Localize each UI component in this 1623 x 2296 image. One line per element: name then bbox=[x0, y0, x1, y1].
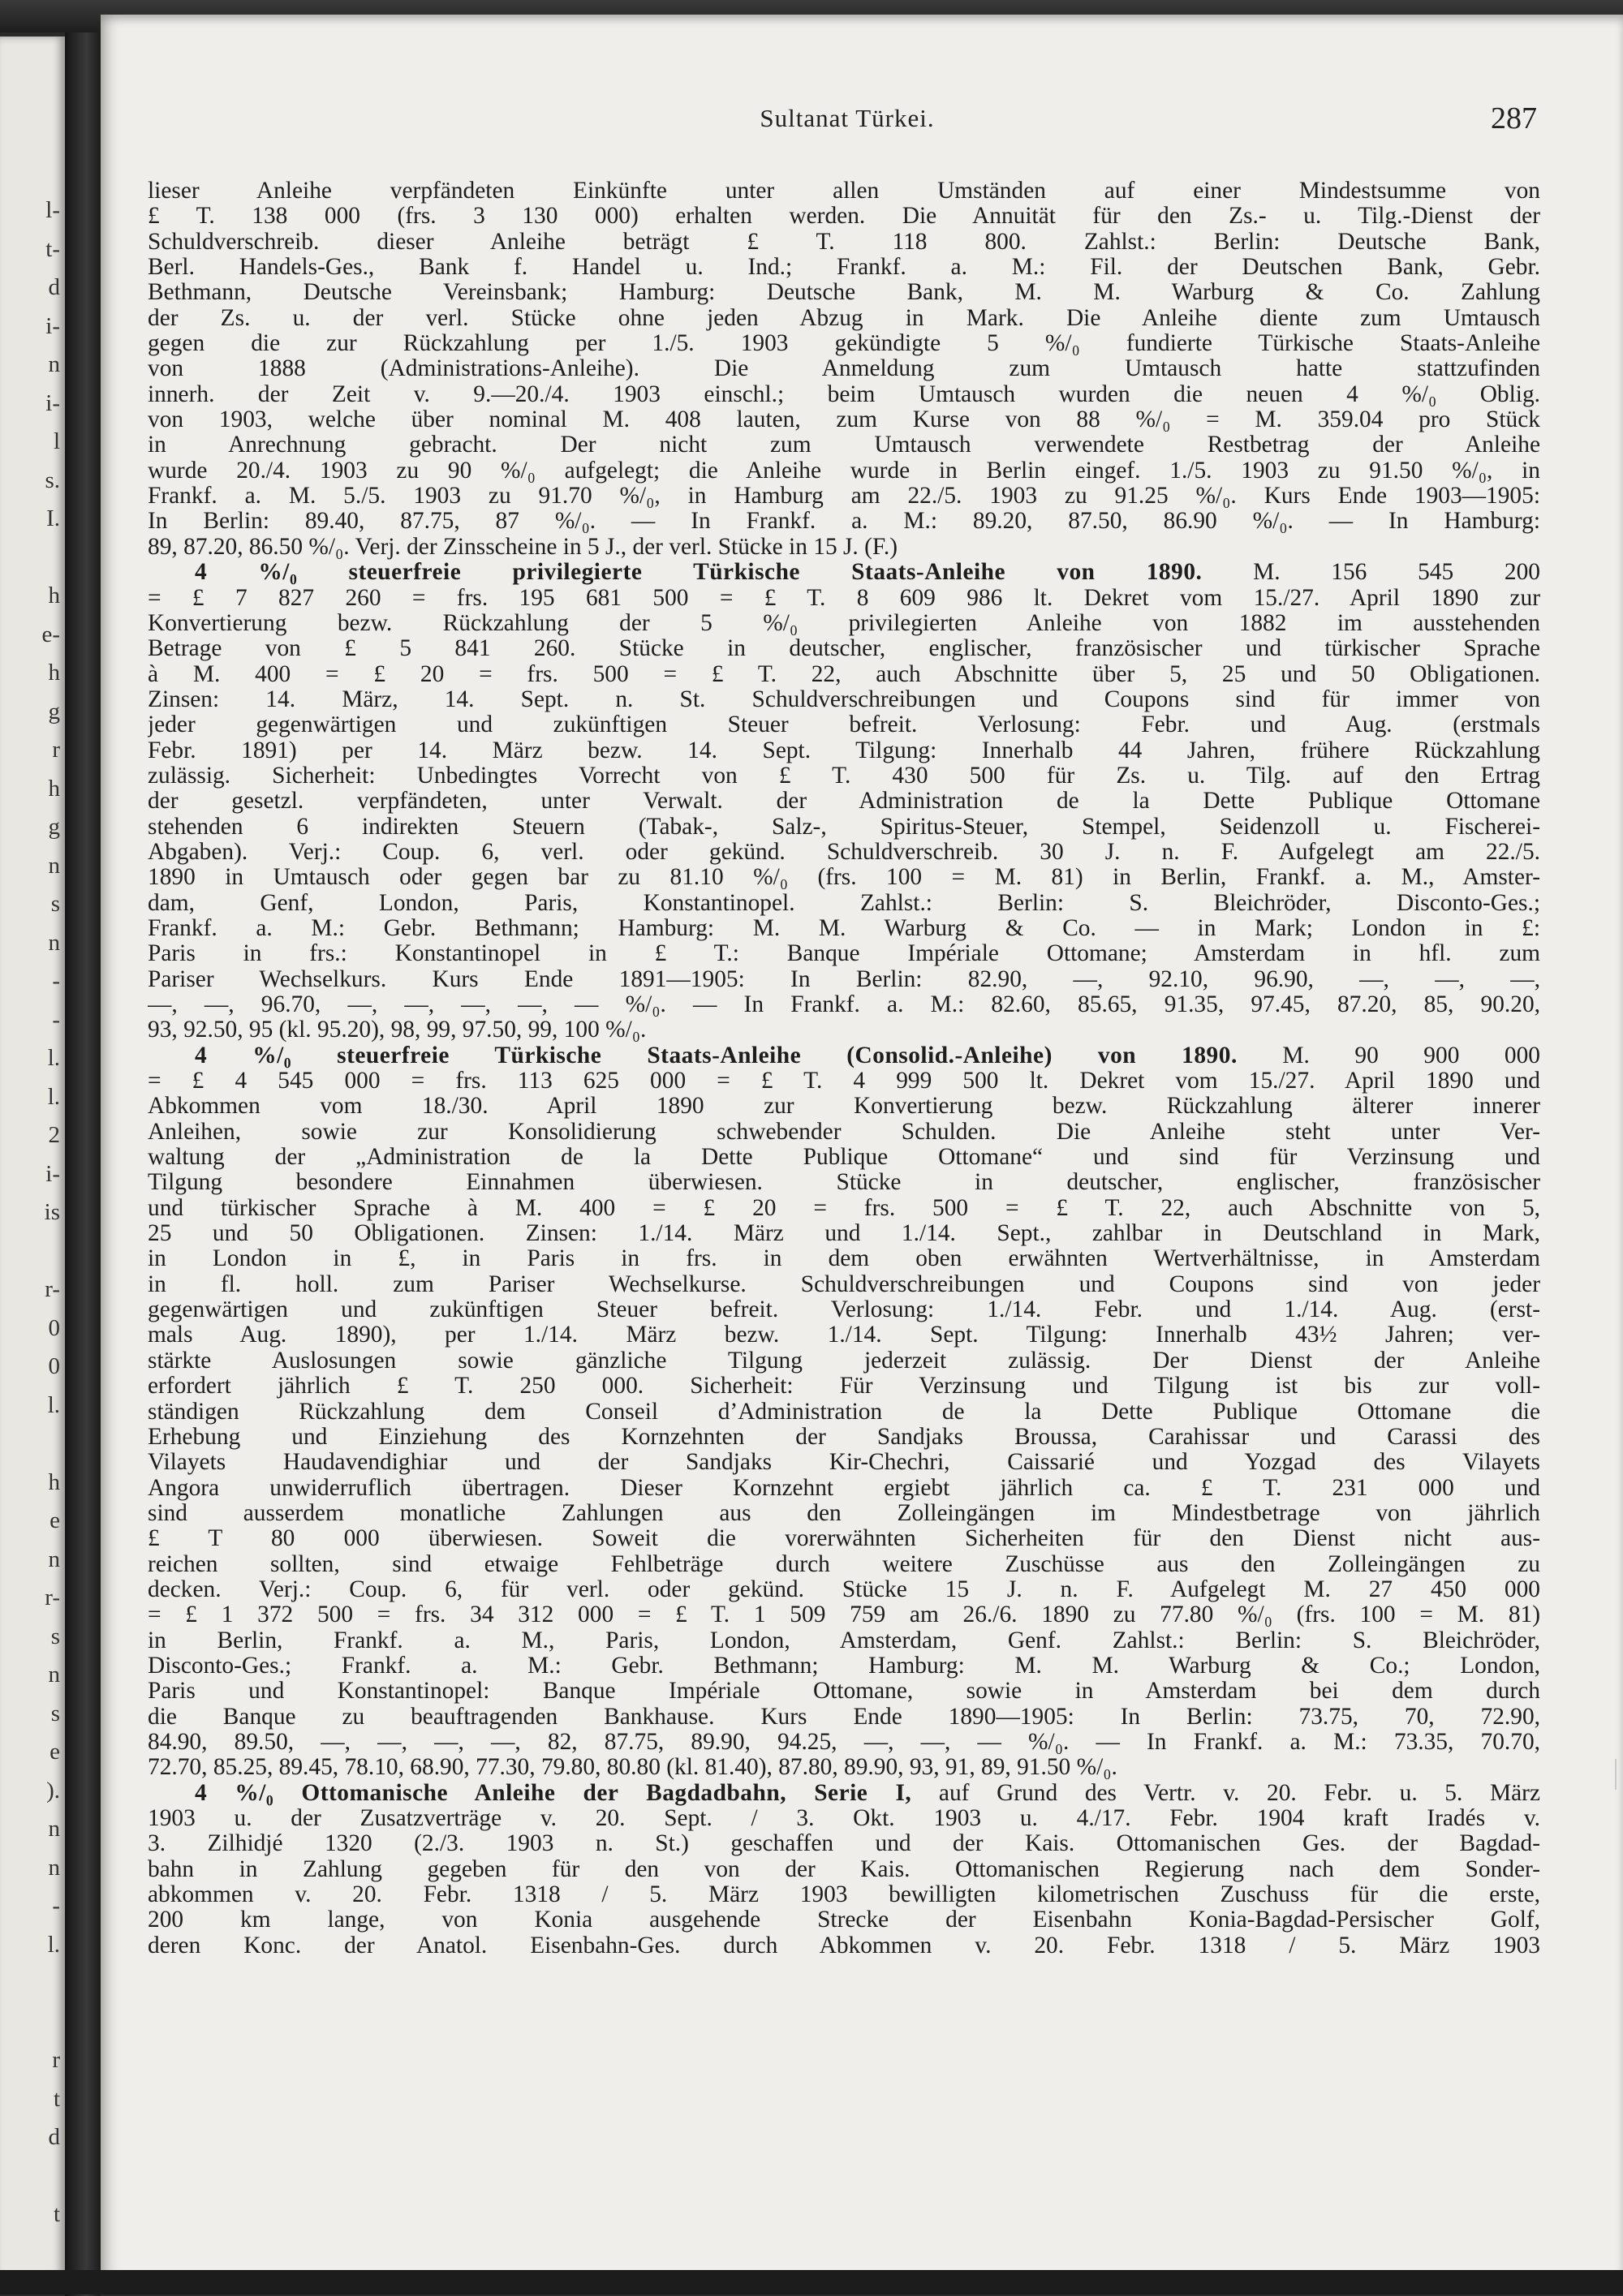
margin-fragment: s bbox=[50, 1623, 60, 1649]
line-text: £ T. 138 000 (frs. 3 130 000) erhalten werden. Die Annuität für den Zs.- u. Tilg.-Dienst der bbox=[148, 204, 1540, 230]
margin-fragment: n bbox=[48, 351, 60, 377]
text-line bbox=[148, 535, 1540, 560]
margin-fragment: d bbox=[48, 274, 60, 300]
text-line bbox=[148, 407, 1540, 432]
text-line bbox=[148, 1653, 1540, 1679]
text-line bbox=[148, 1501, 1540, 1526]
line-text: und türkischer Sprache à M. 400 = £ 20 = frs. 500 = £ T. 22, auch Abschnitte von 5, bbox=[148, 1195, 1540, 1221]
text-line bbox=[148, 1476, 1540, 1501]
margin-fragment: l bbox=[53, 428, 60, 454]
text-line bbox=[148, 1730, 1540, 1755]
text-line bbox=[148, 1526, 1540, 1551]
margin-fragment: I. bbox=[46, 505, 60, 531]
text-line bbox=[148, 1781, 1540, 1806]
text-line bbox=[148, 1450, 1540, 1475]
margin-fragment: t bbox=[53, 2201, 60, 2227]
line-text: in London in £, in Paris in frs. in dem oben erwähnten Wertverhältnisse, in Amsterdam bbox=[148, 1246, 1540, 1272]
margin-fragment: e- bbox=[41, 621, 60, 647]
text-line bbox=[148, 255, 1540, 280]
line-text: stärkte Auslosungen sowie gänzliche Tilgung jederzeit zulässig. Der Dienst der Anleihe bbox=[148, 1348, 1540, 1374]
text-line bbox=[148, 636, 1540, 661]
line-text: 72.70, 85.25, 89.45, 78.10, 68.90, 77.30, 79.80, 80.80 (kl. 81.40), 87.80, 89.90, 93, 91, 89, 91.50 %/₀. bbox=[148, 1755, 1117, 1781]
text-line bbox=[148, 1246, 1540, 1271]
text-line bbox=[148, 484, 1540, 509]
line-text: Pariser Wechselkurs. Kurs Ende 1891—1905: In Berlin: 82.90, —, 92.10, 96.90, —, —, —, bbox=[148, 966, 1540, 992]
line-text: Vilayets Haudavendighiar und der Sandjaks Kir-Chechri, Caissarié und Yozgad des Vilayets bbox=[148, 1450, 1540, 1476]
text-line bbox=[148, 560, 1540, 585]
line-text: deren Konc. der Anatol. Eisenbahn-Ges. durch Abkommen v. 20. Febr. 1318 / 5. März 1903 bbox=[148, 1933, 1540, 1958]
text-line bbox=[148, 1170, 1540, 1195]
line-text: von 1888 (Administrations-Anleihe). Die Anmeldung zum Umtausch hatte stattzufinden bbox=[148, 356, 1540, 382]
section-heading: 4 %/₀ steuerfreie privilegierte Türkische Staats-Anleihe von 1890. bbox=[195, 560, 1203, 586]
line-text: stehenden 6 indirekten Steuern (Tabak-, Salz-, Spiritus-Steuer, Stempel, Seidenzoll u. Fischerei- bbox=[148, 814, 1540, 840]
text-line bbox=[148, 1907, 1540, 1933]
running-title: Sultanat Türkei. bbox=[760, 104, 935, 132]
line-text: 89, 87.20, 86.50 %/₀. Verj. der Zinsscheine in 5 J., der verl. Stücke in 15 J. (F.) bbox=[148, 534, 898, 560]
margin-fragment: n bbox=[48, 929, 60, 956]
line-text: sind ausserdem monatliche Zahlungen aus den Zolleingängen im Mindestbetrage von jährlich bbox=[148, 1500, 1540, 1526]
line-text: in Anrechnung gebracht. Der nicht zum Umtausch verwendete Restbetrag der Anleihe bbox=[148, 432, 1540, 458]
line-text: = £ 1 372 500 = frs. 34 312 000 = £ T. 1 509 759 am 26./6. 1890 zu 77.80 %/₀ (frs. 100 = M. 81) bbox=[148, 1602, 1540, 1628]
margin-fragment: r- bbox=[45, 1276, 60, 1302]
margin-fragment: - bbox=[52, 968, 60, 994]
margin-fragment: l- bbox=[45, 197, 60, 223]
text-line bbox=[148, 382, 1540, 407]
text-line bbox=[148, 1043, 1540, 1068]
text-line bbox=[148, 712, 1540, 737]
line-text: erfordert jährlich £ T. 250 000. Sicherheit: Für Verzinsung und Tilgung ist bis zur voll- bbox=[148, 1374, 1540, 1400]
margin-fragment: - bbox=[52, 1006, 60, 1033]
margin-fragment: t bbox=[53, 2085, 60, 2112]
text-line bbox=[148, 458, 1540, 484]
line-text: bahn in Zahlung gegeben für den von der Kais. Ottomanischen Regierung nach dem Sonder- bbox=[148, 1856, 1540, 1882]
margin-fragment: - bbox=[52, 1893, 60, 1919]
margin-fragment: s bbox=[50, 1700, 60, 1726]
text-line bbox=[148, 815, 1540, 840]
book-gutter bbox=[65, 32, 101, 2296]
text-line bbox=[148, 1017, 1540, 1043]
line-text: = £ 7 827 260 = frs. 195 681 500 = £ T. 8 609 986 lt. Dekret vom 15./27. April 1890 zur bbox=[148, 585, 1540, 611]
text-line bbox=[148, 1120, 1540, 1145]
line-text: 3. Zilhidjé 1320 (2./3. 1903 n. St.) geschaffen und der Kais. Ottomanischen Ges. der Bagdad- bbox=[148, 1831, 1540, 1857]
text-line bbox=[148, 1806, 1540, 1831]
text-line bbox=[148, 992, 1540, 1017]
margin-fragment: n bbox=[48, 1816, 60, 1842]
text-line bbox=[148, 1602, 1540, 1627]
line-text: gegen die zur Rückzahlung per 1./5. 1903 gekündigte 5 %/₀ fundierte Türkische Staats-Anleihe bbox=[148, 331, 1540, 357]
text-line bbox=[148, 1068, 1540, 1094]
text-line bbox=[148, 738, 1540, 763]
page-header bbox=[149, 101, 1545, 153]
text-line bbox=[148, 306, 1540, 331]
line-text: Febr. 1891) per 14. März bezw. 14. Sept. Tilgung: Innerhalb 44 Jahren, frühere Rückzahlung bbox=[148, 737, 1540, 763]
text-line bbox=[148, 789, 1540, 814]
line-text: à M. 400 = £ 20 = frs. 500 = £ T. 22, auch Abschnitte über 5, 25 und 50 Obligationen. bbox=[148, 661, 1540, 687]
text-line bbox=[148, 1094, 1540, 1119]
text-line bbox=[148, 432, 1540, 458]
margin-fragment: d bbox=[48, 2124, 60, 2150]
line-text: 84.90, 89.50, —, —, —, —, 82, 87.75, 89.90, 94.25, —, —, — %/₀. — In Frankf. a. M.: 73.35, 70.70, bbox=[148, 1729, 1540, 1755]
text-line bbox=[148, 230, 1540, 255]
text-line bbox=[148, 178, 1540, 204]
text-line bbox=[148, 586, 1540, 611]
line-text: wurde 20./4. 1903 zu 90 %/₀ aufgelegt; die Anleihe wurde in Berlin eingef. 1./5. 1903 zu 91.50 %/₀, in bbox=[148, 458, 1540, 484]
margin-fragment: e bbox=[50, 1507, 60, 1533]
margin-fragment: 0 bbox=[48, 1353, 60, 1379]
text-line bbox=[148, 611, 1540, 636]
margin-fragment: l. bbox=[47, 1083, 60, 1110]
margin-fragment: n bbox=[48, 1854, 60, 1881]
line-text: dam, Genf, London, Paris, Konstantinopel. Zahlst.: Berlin: S. Bleichröder, Disconto-Ges.; bbox=[148, 890, 1540, 916]
line-text: Angora unwiderruflich übertragen. Dieser Kornzehnt ergiebt jährlich ca. £ T. 231 000 und bbox=[148, 1475, 1540, 1501]
line-text: Konvertierung bezw. Rückzahlung der 5 %/₀ privilegierten Anleihe von 1882 im ausstehenden bbox=[148, 610, 1540, 636]
margin-fragment: h bbox=[48, 583, 60, 608]
line-text: Schuldverschreib. dieser Anleihe beträgt £ T. 118 800. Zahlst.: Berlin: Deutsche Bank, bbox=[148, 229, 1540, 255]
text-line bbox=[148, 204, 1540, 229]
text-line bbox=[148, 1628, 1540, 1653]
margin-fragment: ). bbox=[46, 1777, 60, 1804]
line-text: ständigen Rückzahlung dem Conseil d’Administration de la Dette Publique Ottomane die bbox=[148, 1399, 1540, 1425]
line-text: auf Grund des Vertr. v. 20. Febr. u. 5. März bbox=[911, 1780, 1540, 1806]
margin-fragment: n bbox=[48, 852, 60, 879]
text-line bbox=[148, 1221, 1540, 1246]
line-text: Bethmann, Deutsche Vereinsbank; Hamburg: Deutsche Bank, M. M. Warburg & Co. Zahlung bbox=[148, 280, 1540, 306]
line-text: £ T 80 000 überwiesen. Soweit die vorerwähnten Sicherheiten für den Dienst nicht aus- bbox=[148, 1526, 1540, 1552]
line-text: innerh. der Zeit v. 9.—20./4. 1903 einschl.; beim Umtausch wurden die neuen 4 %/₀ Oblig. bbox=[148, 381, 1540, 407]
text-line bbox=[148, 1552, 1540, 1577]
line-text: 1903 u. der Zusatzverträge v. 20. Sept. / 3. Okt. 1903 u. 4./17. Febr. 1904 kraft Iradés v. bbox=[148, 1806, 1540, 1831]
text-line bbox=[148, 1933, 1540, 1958]
text-line bbox=[148, 1348, 1540, 1374]
margin-fragment: l. bbox=[47, 1045, 60, 1071]
text-line bbox=[148, 1322, 1540, 1348]
margin-fragment: n bbox=[48, 1546, 60, 1572]
margin-fragment: is bbox=[44, 1199, 60, 1225]
text-line bbox=[148, 1857, 1540, 1882]
body-text bbox=[148, 178, 1540, 1958]
margin-fragment: h bbox=[48, 1468, 60, 1495]
line-text: = £ 4 545 000 = frs. 113 625 000 = £ T. 4 999 500 lt. Dekret vom 15./27. April 1890 und bbox=[148, 1068, 1540, 1094]
margin-fragment: h bbox=[48, 660, 60, 686]
line-text: Zinsen: 14. März, 14. Sept. n. St. Schuldverschreibungen und Coupons sind für immer von bbox=[148, 686, 1540, 712]
margin-fragment: s. bbox=[45, 467, 60, 493]
line-text: decken. Verj.: Coup. 6, für verl. oder gekünd. Stücke 15 J. n. F. Aufgelegt M. 27 450 000 bbox=[148, 1576, 1540, 1602]
line-text: Tilgung besondere Einnahmen überwiesen. Stücke in deutscher, englischer, französischer bbox=[148, 1170, 1540, 1196]
line-text: M. 156 545 200 bbox=[1202, 560, 1540, 586]
text-line bbox=[148, 1705, 1540, 1730]
scan-edge-bottom bbox=[0, 2270, 1623, 2294]
text-line bbox=[148, 1679, 1540, 1704]
text-line bbox=[148, 865, 1540, 890]
margin-fragment: e bbox=[50, 1739, 60, 1765]
line-text: der Zs. u. der verl. Stücke ohne jeden Abzug in Mark. Die Anleihe diente zum Umtausch bbox=[148, 305, 1540, 331]
margin-fragment: r bbox=[52, 737, 60, 763]
line-text: 1890 in Umtausch oder gegen bar zu 81.10 %/₀ (frs. 100 = M. 81) in Berlin, Frankf. a. M., Amster- bbox=[148, 865, 1540, 891]
text-line bbox=[148, 1400, 1540, 1425]
margin-fragment: t- bbox=[45, 235, 60, 262]
line-text: von 1903, welche über nominal M. 408 lauten, zum Kurse von 88 %/₀ = M. 359.04 pro Stück bbox=[148, 407, 1540, 433]
text-line bbox=[148, 1577, 1540, 1602]
line-text: Frankf. a. M.: Gebr. Bethmann; Hamburg: M. M. Warburg & Co. — in Mark; London in £: bbox=[148, 915, 1540, 941]
scan-artifact-mark bbox=[1615, 1759, 1617, 1790]
text-line bbox=[148, 891, 1540, 916]
section-heading: 4 %/₀ steuerfreie Türkische Staats-Anleihe (Consolid.-Anleihe) von 1890. bbox=[195, 1043, 1238, 1068]
previous-page-edge bbox=[0, 37, 65, 2284]
line-text: gegenwärtigen und zukünftigen Steuer befreit. Verlosung: 1./14. Febr. und 1./14. Aug. (erst- bbox=[148, 1297, 1540, 1323]
text-line bbox=[148, 687, 1540, 712]
line-text: jeder gegenwärtigen und zukünftigen Steuer befreit. Verlosung: Febr. und Aug. (erstmals bbox=[148, 712, 1540, 738]
text-line bbox=[148, 1755, 1540, 1780]
page-number: 287 bbox=[1491, 101, 1537, 135]
margin-fragment: 0 bbox=[48, 1314, 60, 1341]
margin-fragment: r- bbox=[45, 1584, 60, 1610]
text-line bbox=[148, 1297, 1540, 1322]
line-text: der gesetzl. verpfändeten, unter Verwalt. der Administration de la Dette Publique Ottomane bbox=[148, 789, 1540, 815]
text-line bbox=[148, 509, 1540, 534]
line-text: in Berlin, Frankf. a. M., Paris, London, Amsterdam, Genf. Zahlst.: Berlin: S. Bleichröder, bbox=[148, 1627, 1540, 1653]
text-line bbox=[148, 763, 1540, 789]
text-line bbox=[148, 331, 1540, 356]
line-text: Abgaben). Verj.: Coup. 6, verl. oder gekünd. Schuldverschreib. 30 J. n. F. Aufgelegt am 22./5. bbox=[148, 839, 1540, 865]
margin-fragment: s bbox=[50, 891, 60, 917]
margin-fragment: l. bbox=[47, 1931, 60, 1958]
line-text: Frankf. a. M. 5./5. 1903 zu 91.70 %/₀, in Hamburg am 22./5. 1903 zu 91.25 %/₀. Kurs Ende 1903—1905: bbox=[148, 484, 1540, 510]
text-line bbox=[148, 1272, 1540, 1297]
line-text: zulässig. Sicherheit: Unbedingtes Vorrecht von £ T. 430 500 für Zs. u. Tilg. auf den Ertrag bbox=[148, 763, 1540, 789]
margin-fragment: l. bbox=[47, 1391, 60, 1418]
text-line bbox=[148, 967, 1540, 992]
line-text: 93, 92.50, 95 (kl. 95.20), 98, 99, 97.50, 99, 100 %/₀. bbox=[148, 1017, 647, 1043]
line-text: Abkommen vom 18./30. April 1890 zur Konvertierung bezw. Rückzahlung älterer innerer bbox=[148, 1094, 1540, 1120]
book-page bbox=[101, 15, 1623, 2294]
text-line bbox=[148, 662, 1540, 687]
line-text: abkommen v. 20. Febr. 1318 / 5. März 1903 bewilligten kilometrischen Zuschuss für die erste, bbox=[148, 1882, 1540, 1908]
text-line bbox=[148, 916, 1540, 941]
text-line bbox=[148, 1882, 1540, 1907]
line-text: Erhebung und Einziehung des Kornzehnten der Sandjaks Broussa, Carahissar und Carassi des bbox=[148, 1424, 1540, 1450]
line-text: —, —, 96.70, —, —, —, —, — %/₀. — In Frankf. a. M.: 82.60, 85.65, 91.35, 97.45, 87.20, 85, 90.20, bbox=[148, 992, 1540, 1017]
line-text: M. 90 900 000 bbox=[1237, 1043, 1540, 1068]
text-line bbox=[148, 1196, 1540, 1221]
line-text: 25 und 50 Obligationen. Zinsen: 1./14. März und 1./14. Sept., zahlbar in Deutschland in Mark, bbox=[148, 1221, 1540, 1247]
margin-fragment: 2 bbox=[48, 1122, 60, 1148]
text-line bbox=[148, 356, 1540, 381]
line-text: reichen sollten, sind etwaige Fehlbeträge durch weitere Zuschüsse aus den Zolleingängen zu bbox=[148, 1551, 1540, 1577]
margin-fragment: n bbox=[48, 1662, 60, 1688]
text-line bbox=[148, 840, 1540, 865]
text-line bbox=[148, 941, 1540, 966]
margin-fragment: i- bbox=[45, 389, 60, 416]
margin-fragment: i- bbox=[45, 312, 60, 339]
margin-fragment: h bbox=[48, 775, 60, 802]
text-line bbox=[148, 1145, 1540, 1170]
line-text: die Banque zu beauftragenden Bankhause. Kurs Ende 1890—1905: In Berlin: 73.75, 70, 72.90, bbox=[148, 1704, 1540, 1730]
text-line bbox=[148, 1831, 1540, 1856]
line-text: In Berlin: 89.40, 87.75, 87 %/₀. — In Frankf. a. M.: 89.20, 87.50, 86.90 %/₀. — In Hamburg: bbox=[148, 509, 1540, 535]
margin-fragment: r bbox=[52, 2047, 60, 2073]
margin-fragment: i- bbox=[45, 1160, 60, 1187]
text-line bbox=[148, 280, 1540, 305]
margin-fragment: g bbox=[48, 814, 60, 840]
line-text: 200 km lange, von Konia ausgehende Strecke der Eisenbahn Konia-Bagdad-Persischer Golf, bbox=[148, 1907, 1540, 1933]
line-text: Disconto-Ges.; Frankf. a. M.: Gebr. Bethmann; Hamburg: M. M. Warburg & Co.; London, bbox=[148, 1653, 1540, 1679]
line-text: waltung der „Administration de la Dette Publique Ottomane“ und sind für Verzinsung und bbox=[148, 1145, 1540, 1171]
line-text: Berl. Handels-Ges., Bank f. Handel u. Ind.; Frankf. a. M.: Fil. der Deutschen Bank, Gebr. bbox=[148, 255, 1540, 281]
line-text: Anleihen, sowie zur Konsolidierung schwebender Schulden. Die Anleihe steht unter Ver- bbox=[148, 1119, 1540, 1145]
margin-fragment: g bbox=[48, 698, 60, 724]
line-text: in fl. holl. zum Pariser Wechselkurse. Schuldverschreibungen und Coupons sind von jeder bbox=[148, 1271, 1540, 1297]
text-line bbox=[148, 1374, 1540, 1399]
line-text: mals Aug. 1890), per 1./14. März bezw. 1./14. Sept. Tilgung: Innerhalb 43½ Jahren; ver- bbox=[148, 1322, 1540, 1348]
line-text: Paris und Konstantinopel: Banque Impériale Ottomane, sowie in Amsterdam bei dem durch bbox=[148, 1679, 1540, 1705]
text-line bbox=[148, 1425, 1540, 1450]
line-text: Betrage von £ 5 841 260. Stücke in deutscher, englischer, französischer und türkischer Sprache bbox=[148, 636, 1540, 662]
line-text: lieser Anleihe verpfändeten Einkünfte unter allen Umständen auf einer Mindestsumme von bbox=[148, 178, 1540, 204]
line-text: Paris in frs.: Konstantinopel in £ T.: Banque Impériale Ottomane; Amsterdam in hfl. zum bbox=[148, 941, 1540, 967]
section-heading: 4 %/₀ Ottomanische Anleihe der Bagdadbahn, Serie I, bbox=[195, 1780, 912, 1806]
